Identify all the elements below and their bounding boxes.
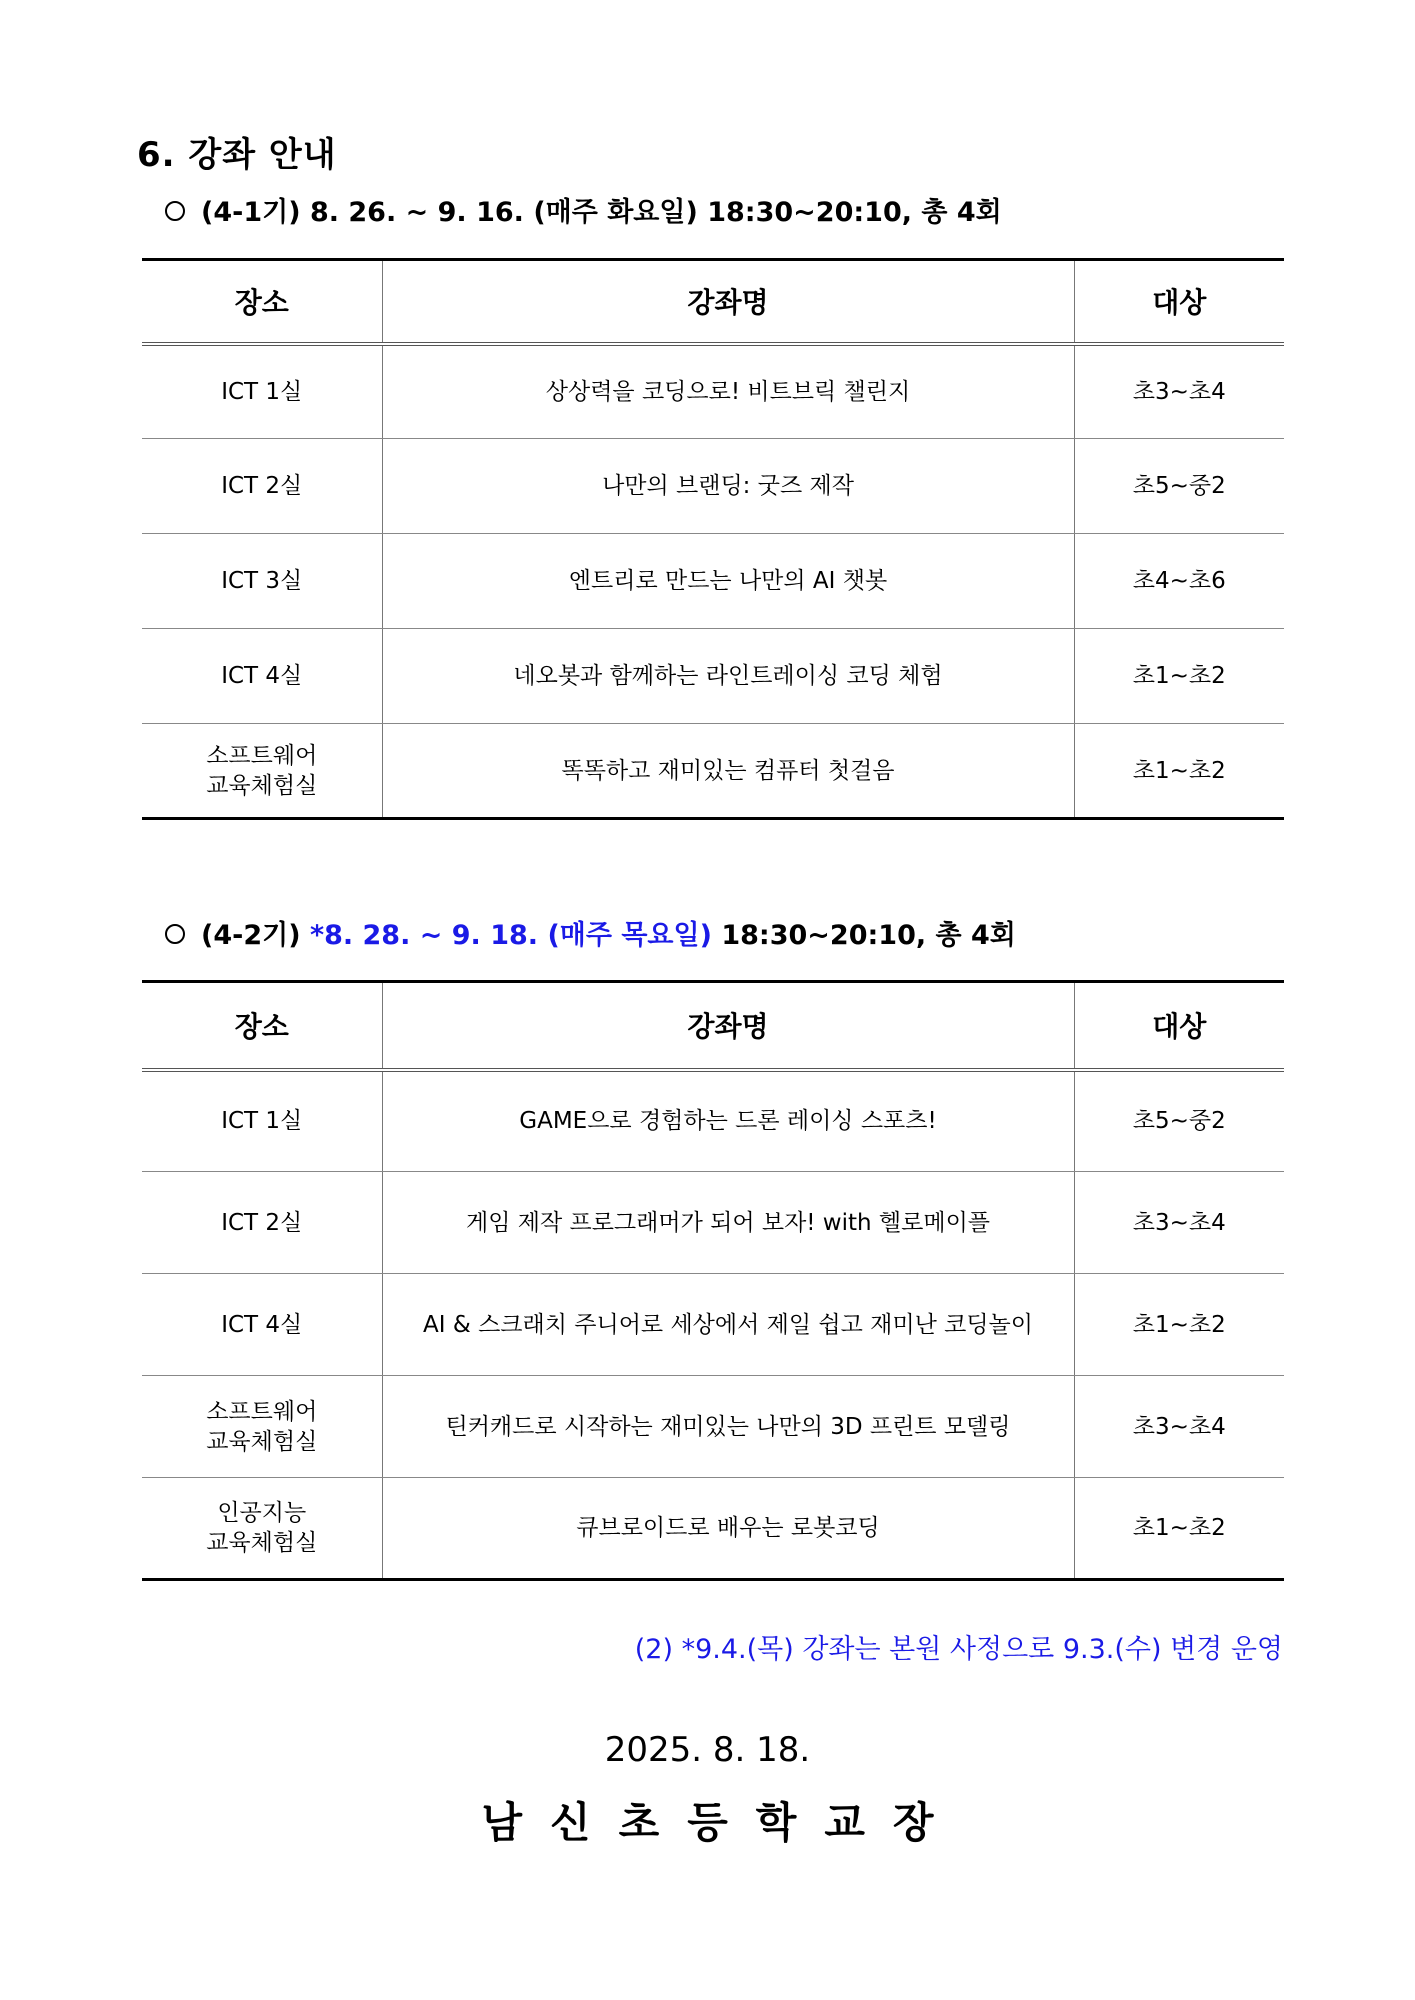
place-line: 소프트웨어	[206, 1398, 318, 1425]
target-cell: 초3~초4	[1074, 1376, 1284, 1478]
course-cell: 게임 제작 프로그래머가 되어 보자! with 헬로메이플	[382, 1172, 1074, 1274]
place-cell: ICT 3실	[142, 534, 382, 629]
header-place: 장소	[142, 982, 382, 1070]
document-date: 2025. 8. 18.	[604, 1730, 811, 1770]
session-1-info	[165, 190, 1002, 229]
table-row	[142, 1274, 1284, 1376]
section-title: 6. 강좌 안내	[137, 135, 337, 175]
table-row	[142, 1376, 1284, 1478]
header-target: 대상	[1074, 982, 1284, 1070]
target-cell: 초3~초4	[1074, 344, 1284, 439]
target-cell: 초3~초4	[1074, 1172, 1284, 1274]
place-cell	[142, 724, 382, 819]
schedule-change-note: (2) *9.4.(목) 강좌는 본원 사정으로 9.3.(수) 변경 운영	[634, 1634, 1283, 1665]
header-place: 장소	[142, 260, 382, 344]
session-1-table	[142, 258, 1284, 820]
table-row	[142, 534, 1284, 629]
place-line: 소프트웨어	[206, 742, 318, 769]
session-2-info	[165, 913, 1016, 952]
place-cell: ICT 1실	[142, 1070, 382, 1172]
session-2-table	[142, 980, 1284, 1581]
header-course: 강좌명	[382, 260, 1074, 344]
target-cell: 초1~초2	[1074, 629, 1284, 724]
place-cell: ICT 4실	[142, 629, 382, 724]
place-line: 교육체험실	[206, 772, 318, 799]
header-course: 강좌명	[382, 982, 1074, 1070]
place-cell: ICT 1실	[142, 344, 382, 439]
target-cell: 초1~초2	[1074, 724, 1284, 819]
place-cell	[142, 1478, 382, 1580]
course-cell: 틴커캐드로 시작하는 재미있는 나만의 3D 프린트 모델링	[382, 1376, 1074, 1478]
table-row	[142, 1172, 1284, 1274]
session-2-label: (4-2기)	[201, 920, 301, 951]
table-row	[142, 344, 1284, 439]
session-1-dates: 8. 26. ~ 9. 16. (매주 화요일)	[309, 197, 698, 228]
table-row	[142, 1478, 1284, 1580]
table-header-row	[142, 260, 1284, 344]
course-cell: 똑똑하고 재미있는 컴퓨터 첫걸음	[382, 724, 1074, 819]
course-cell: 상상력을 코딩으로! 비트브릭 챌린지	[382, 344, 1074, 439]
header-target: 대상	[1074, 260, 1284, 344]
session-1-label: (4-1기)	[201, 197, 301, 228]
target-cell: 초5~중2	[1074, 439, 1284, 534]
target-cell: 초1~초2	[1074, 1478, 1284, 1580]
table-header-row	[142, 982, 1284, 1070]
place-line: 교육체험실	[206, 1428, 318, 1455]
course-cell: AI & 스크래치 주니어로 세상에서 제일 쉽고 재미난 코딩놀이	[382, 1274, 1074, 1376]
school-principal-signature: 남신초등학교장	[481, 1798, 962, 1847]
circle-bullet-icon	[165, 201, 185, 221]
place-cell	[142, 1376, 382, 1478]
course-cell: 네오봇과 함께하는 라인트레이싱 코딩 체험	[382, 629, 1074, 724]
place-cell: ICT 2실	[142, 439, 382, 534]
circle-bullet-icon	[165, 924, 185, 944]
table-row	[142, 1070, 1284, 1172]
session-2-dates: *8. 28. ~ 9. 18. (매주 목요일)	[309, 920, 712, 951]
session-1-time: 18:30~20:10, 총 4회	[707, 197, 1002, 228]
place-cell: ICT 4실	[142, 1274, 382, 1376]
place-line: 교육체험실	[206, 1530, 318, 1556]
target-cell: 초4~초6	[1074, 534, 1284, 629]
course-cell: GAME으로 경험하는 드론 레이싱 스포츠!	[382, 1070, 1074, 1172]
table-row	[142, 629, 1284, 724]
place-line: 인공지능	[217, 1500, 307, 1526]
place-cell: ICT 2실	[142, 1172, 382, 1274]
table-row	[142, 724, 1284, 819]
course-cell: 큐브로이드로 배우는 로봇코딩	[382, 1478, 1074, 1580]
target-cell: 초1~초2	[1074, 1274, 1284, 1376]
course-cell: 엔트리로 만드는 나만의 AI 챗봇	[382, 534, 1074, 629]
table-row	[142, 439, 1284, 534]
course-cell: 나만의 브랜딩: 굿즈 제작	[382, 439, 1074, 534]
session-2-time: 18:30~20:10, 총 4회	[721, 920, 1016, 951]
target-cell: 초5~중2	[1074, 1070, 1284, 1172]
